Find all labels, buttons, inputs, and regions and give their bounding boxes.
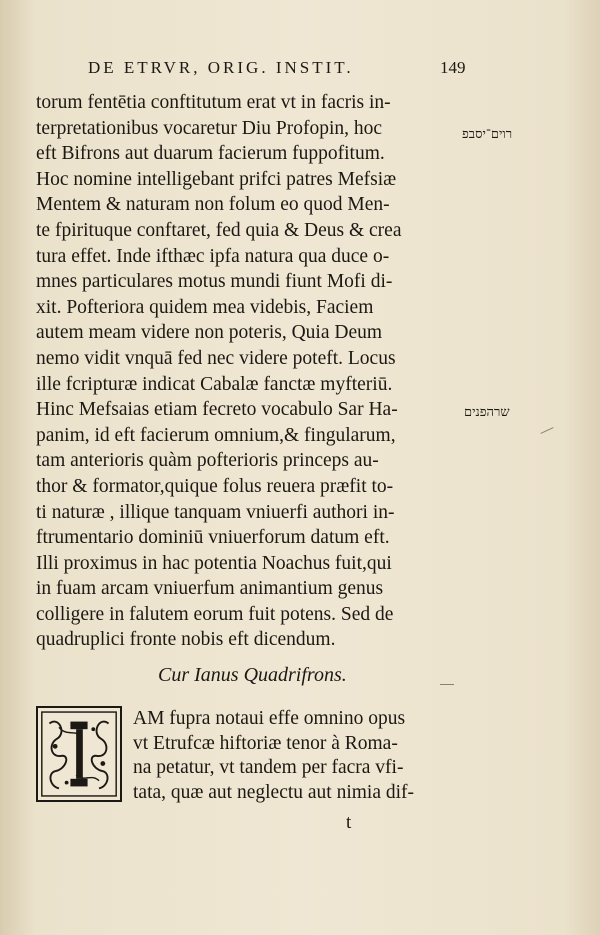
marginal-note-hebrew: רוים־יסבפ [462,126,513,141]
text-line: Hinc Mefsaias etiam fecreto vocabulo Sar Ha- [36,399,398,421]
text-line: te fpirituque conftaret, fed quia & Deus & crea [36,219,402,241]
catchword: t [346,812,352,833]
text-line: vt Etrufcæ hiftoriæ tenor à Roma- [133,732,398,754]
text-line: tata, quæ aut neglectu aut nimia dif- [133,782,415,804]
text-line: eft Bifrons aut duarum facierum fuppofitum. [36,143,385,165]
marginal-note-hebrew: שרהפנים [464,404,510,419]
text-line: ftrumentario dominiū vniuerforum datum eft. [36,527,390,549]
text-line: terpretationibus vocaretur Diu Profopin, hoc [36,117,383,139]
text-line: mnes particulares motus mundi fiunt Mofi di- [36,271,393,293]
ink-mark [540,427,553,434]
ink-mark [440,684,454,685]
text-line: tura effet. Inde ifthæc ipfa natura qua duce o- [36,245,390,267]
paragraph-1 [36,90,456,653]
text-line: xit. Pofteriora quidem mea videbis, Faciem [36,296,374,318]
text-line: in fuam arcam vniuerfum animantium genus [36,578,384,600]
section-heading: Cur Ianus Quadrifrons. [158,664,347,686]
text-line: panim, id eft facierum omnium,& fingularum, [36,424,396,446]
decorated-initial-i [36,706,122,802]
text-line: ti naturæ , illique tanquam vniuerfi authori in- [36,501,395,523]
running-head: DE ETRVR, ORIG. INSTIT. [88,58,354,77]
text-line: torum fentētia conftitutum erat vt in facris in- [36,92,391,113]
text-line: Mentem & naturam non folum eo quod Men- [36,194,390,216]
text-line: Hoc nomine intelligebant prifci patres Mefsiæ [36,168,397,190]
text-line: AM fupra notaui effe omnino opus [133,708,406,729]
text-line: na petatur, vt tandem per facra vfi- [133,757,404,779]
text-line: Illi proximus in hac potentia Noachus fuit,qui [36,552,392,574]
text-line: nemo vidit vnquā fed nec videre poteft. Locus [36,347,396,369]
page-number: 149 [440,58,466,77]
text-line: quadruplici fronte nobis eft dicendum. [36,629,336,651]
paragraph-2 [133,707,453,806]
text-line: autem meam videre non poteris, Quia Deum [36,322,383,344]
text-line: tam anterioris quàm pofterioris princeps au- [36,450,379,472]
text-line: ille fcripturæ indicat Cabalæ fanctæ myfteriū. [36,373,393,395]
ornament-icon [38,708,120,800]
text-line: thor & formator,quique folus reuera præfit to- [36,475,394,497]
text-line: colligere in falutem eorum fuit potens. Sed de [36,603,394,625]
